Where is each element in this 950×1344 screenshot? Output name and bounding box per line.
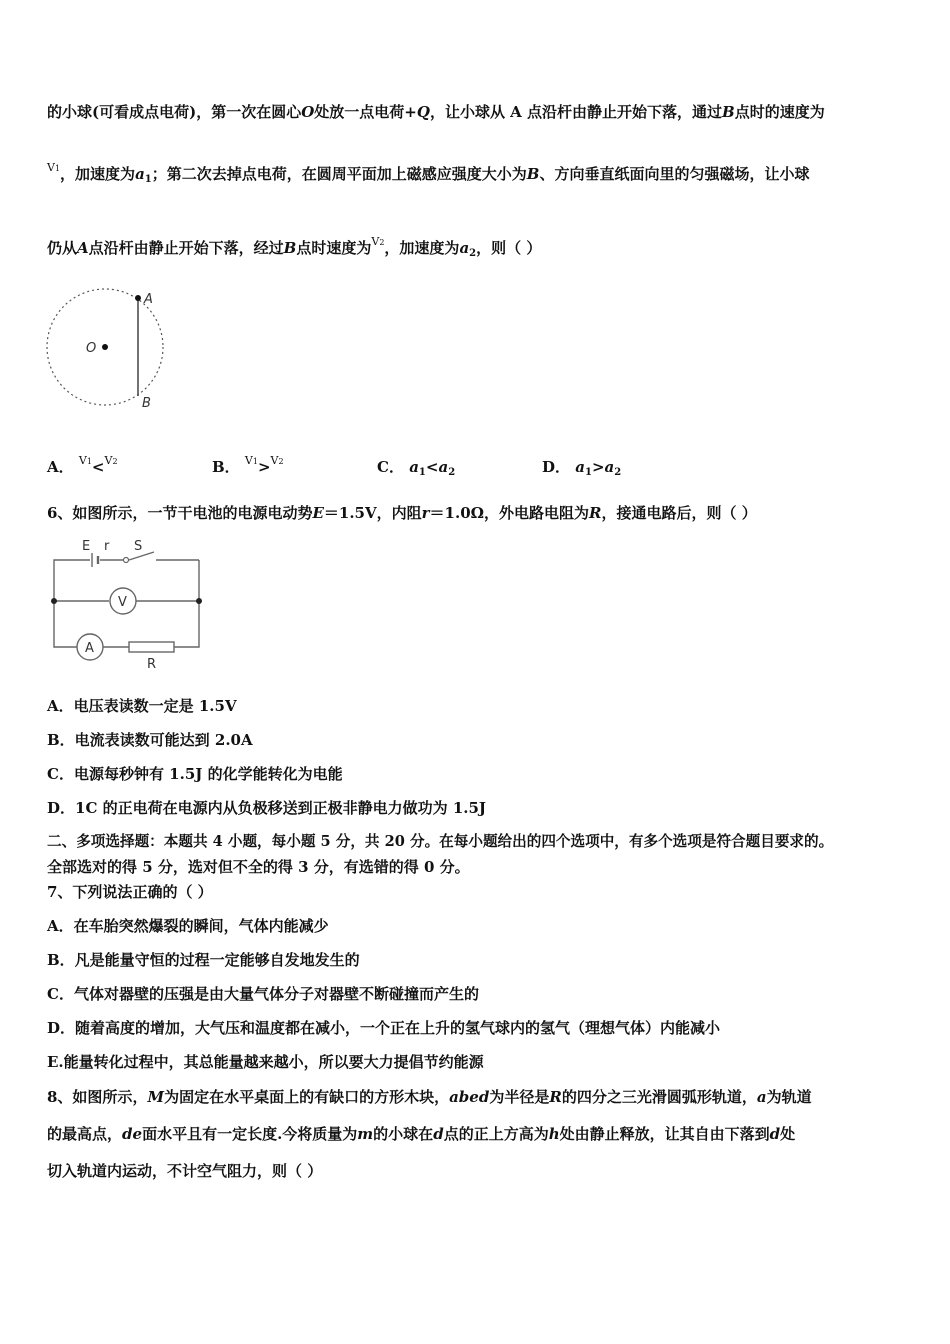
v-rhs: [105, 454, 118, 467]
q7-option-A[interactable]: A．在车胎突然爆裂的瞬间，气体内能减少: [47, 917, 329, 935]
v1-symbol: [47, 161, 60, 174]
var-a: a: [756, 1088, 767, 1106]
q7-option-D[interactable]: D．随着高度的增加，大气压和温度都在减小，一个正在上升的氢气球内的氢气（理想气体）内能减小: [47, 1019, 721, 1037]
section2-instructions-line2: 全部选对的得 5 分，选对但不全的得 3 分，有选错的得 0 分。: [47, 858, 470, 876]
label-S: S: [134, 539, 143, 554]
text: 的最高点，: [47, 1125, 123, 1143]
text: ；第二次去掉点电荷，在圆周平面加上磁感应强度大小为: [151, 165, 527, 183]
text: 为轨道: [766, 1088, 812, 1106]
q5-circle-figure: [40, 285, 180, 415]
label-A: A: [85, 641, 94, 656]
q8-stem-line1: [47, 1087, 812, 1107]
q5-option-D[interactable]: [542, 457, 621, 483]
text: 仍从: [47, 239, 78, 257]
text: 为固定在水平桌面上的有缺口的方形木块，: [164, 1088, 450, 1106]
v: V: [244, 454, 253, 467]
sub: 1: [54, 164, 61, 173]
text: 的小球(可看成点电荷)，第一次在圆心: [47, 103, 302, 121]
v-rhs: [271, 454, 284, 467]
text: 8、如图所示，: [47, 1088, 148, 1106]
q7-option-C[interactable]: C．气体对器壁的压强是由大量气体分子对器壁不断碰撞而产生的: [47, 985, 479, 1003]
var-abed: abed: [449, 1088, 490, 1106]
wire-bottom-right: [174, 601, 199, 647]
var-a: a: [409, 458, 419, 476]
text: 处: [780, 1125, 796, 1143]
wire-top-left: [54, 560, 90, 601]
letter: A．: [47, 458, 74, 476]
q6-option-A[interactable]: A．电压表读数一定是 1.5V: [47, 697, 237, 715]
var-M: M: [147, 1088, 165, 1106]
sub: 2: [469, 248, 477, 259]
v-lhs: [245, 454, 258, 467]
v: V: [47, 161, 55, 174]
letter: D．: [542, 458, 571, 476]
var-B: B: [283, 239, 297, 257]
wire-bottom-left: [54, 601, 77, 647]
label-A: A: [144, 292, 153, 307]
var-A: A: [77, 239, 89, 257]
text: 点的正上方高为: [443, 1125, 549, 1143]
q5-stem-line2: [47, 161, 810, 190]
v: V: [78, 454, 87, 467]
text: 6、如图所示，一节干电池的电源电动势: [47, 504, 313, 522]
junction-left: [51, 598, 57, 604]
var-R: R: [589, 504, 602, 522]
text: ，加速度为: [60, 165, 136, 183]
var-a: a: [438, 458, 449, 476]
label-r: r: [104, 539, 110, 554]
var-h: h: [548, 1125, 560, 1143]
section2-instructions-line1: 二、多项选择题：本题共 4 小题，每小题 5 分，共 20 分。在每小题给出的四个选项中，有多个选项是符合题目要求的。: [47, 833, 834, 850]
op: <: [91, 458, 105, 476]
q7-stem: 7、下列说法正确的（ ）: [47, 883, 213, 901]
text: 点时的速度为: [734, 103, 825, 121]
text: 处由静止释放，让其自由下落到: [559, 1125, 770, 1143]
var-B: B: [722, 103, 735, 121]
q8-stem-line3: 切入轨道内运动，不计空气阻力，则（ ）: [47, 1162, 323, 1180]
sub: 1: [144, 174, 152, 185]
text: 面水平且有一定长度.今将质量为: [142, 1125, 358, 1143]
q5-option-A[interactable]: [47, 454, 118, 480]
v2-symbol: [371, 235, 384, 248]
label-R: R: [147, 657, 157, 672]
q6-option-B[interactable]: B．电流表读数可能达到 2.0A: [47, 731, 253, 749]
junction-right: [196, 598, 202, 604]
var-d: d: [769, 1125, 781, 1143]
v-lhs: [79, 454, 92, 467]
text: ＝1.0Ω，外电路电阻为: [429, 504, 589, 522]
var-O: O: [301, 103, 315, 121]
sub: 2: [379, 238, 385, 247]
var-m: m: [357, 1125, 374, 1143]
letter: B．: [212, 458, 240, 476]
sub: 1: [584, 467, 592, 478]
text: ＝1.5V，内阻: [323, 504, 422, 522]
label-V: V: [118, 595, 127, 610]
q6-option-D[interactable]: D．1C 的正电荷在电源内从负极移送到正极非静电力做功为 1.5J: [47, 799, 487, 817]
sub: 2: [614, 467, 622, 478]
v: V: [270, 454, 279, 467]
v: V: [104, 454, 113, 467]
text: 点时速度为: [296, 239, 372, 257]
text: 为半径是: [489, 1088, 550, 1106]
var-d: d: [433, 1125, 444, 1143]
var-r: r: [421, 504, 430, 522]
q5-stem-line1: [47, 102, 825, 122]
var-Q: Q: [416, 103, 430, 121]
q7-option-B[interactable]: B．凡是能量守恒的过程一定能够自发地发生的: [47, 951, 360, 969]
sub: 2: [448, 467, 456, 478]
letter: C．: [377, 458, 404, 476]
var-R: R: [549, 1088, 562, 1106]
sub: 1: [418, 467, 426, 478]
var-a: a: [459, 239, 470, 257]
var-de: de: [122, 1125, 143, 1143]
var-a: a: [135, 165, 145, 183]
q6-stem: [47, 503, 757, 523]
text: 点沿杆由静止开始下落，经过: [88, 239, 284, 257]
op: >: [257, 458, 271, 476]
var-B: B: [526, 165, 540, 183]
sub: 2: [278, 457, 284, 466]
text: 、方向垂直纸面向里的匀强磁场，让小球: [539, 165, 810, 183]
op: <: [425, 458, 439, 476]
q5-option-C[interactable]: [377, 457, 455, 483]
q5-stem-line3: [47, 235, 542, 264]
q6-option-C[interactable]: C．电源每秒钟有 1.5J 的化学能转化为电能: [47, 765, 343, 783]
label-O: O: [86, 341, 97, 356]
text: 的小球在: [373, 1125, 434, 1143]
q7-option-E[interactable]: E.能量转化过程中，其总能量越来越小，所以要大力提倡节约能源: [47, 1053, 484, 1071]
resistor-R: [129, 642, 174, 652]
var-a: a: [575, 458, 585, 476]
center-O-dot: [102, 344, 108, 350]
sub: 1: [252, 457, 258, 466]
op: >: [591, 458, 605, 476]
sub: 2: [112, 457, 118, 466]
q5-option-B[interactable]: [212, 454, 284, 480]
point-A-dot: [135, 295, 141, 301]
text: ，接通电路后，则（ ）: [601, 504, 757, 522]
text: 的四分之三光滑圆弧形轨道，: [561, 1088, 757, 1106]
text: 处放一点电荷+: [314, 103, 417, 121]
var-E: E: [312, 504, 324, 522]
switch-pivot: [124, 558, 129, 563]
label-E: E: [82, 539, 91, 554]
text: ，则（ ）: [476, 239, 542, 257]
text: ，加速度为: [384, 239, 460, 257]
q8-stem-line2: [47, 1124, 795, 1144]
q6-circuit-diagram: [44, 535, 214, 675]
label-B: B: [142, 396, 151, 411]
sub: 1: [86, 457, 92, 466]
var-a: a: [604, 458, 615, 476]
text: ，让小球从 A 点沿杆由静止开始下落，通过: [429, 103, 723, 121]
v: V: [371, 235, 380, 248]
